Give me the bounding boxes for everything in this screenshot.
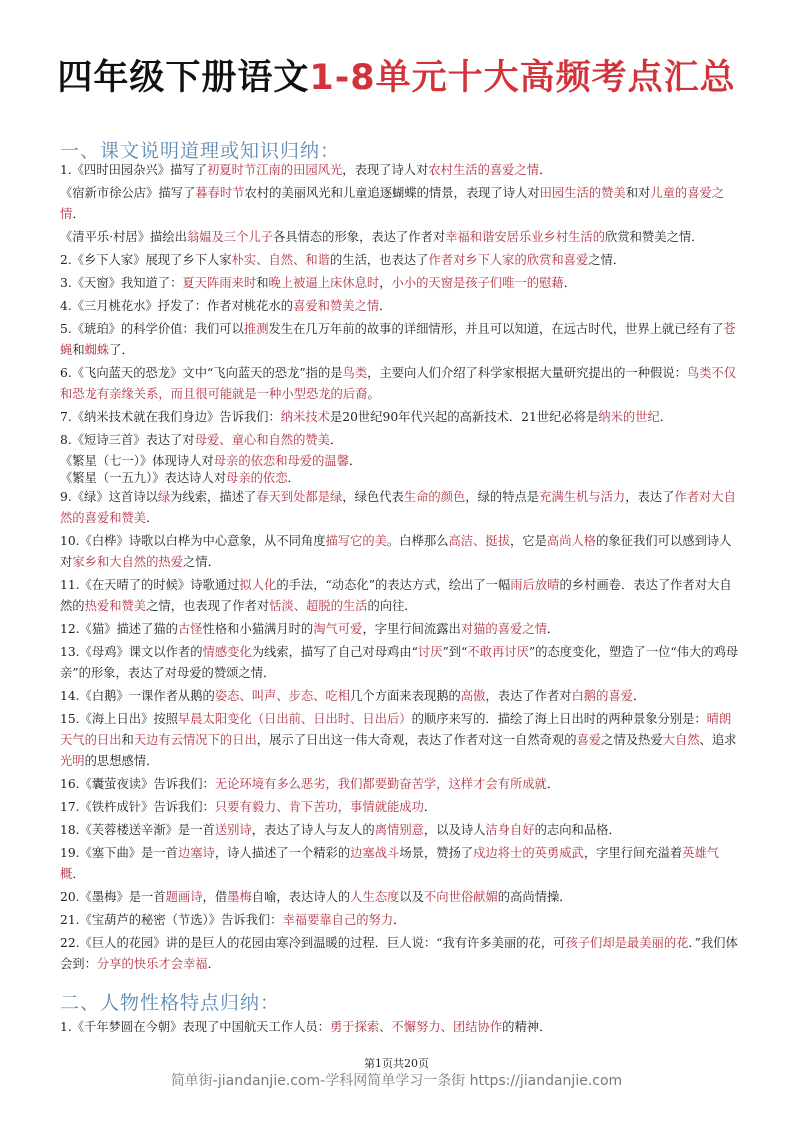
item-text: 的高尚情操． xyxy=(497,890,572,904)
item-text: 几个方面来表现鹅的 xyxy=(350,689,461,703)
highlighted-text: 小小的天窗是孩子们唯一的慰藉 xyxy=(391,276,564,290)
footer-watermark: 简单街-jiandanjie.com-学科网简单学习一条街 https://jiandanjie.com xyxy=(170,1073,623,1089)
highlighted-text: 人生态度 xyxy=(350,890,400,904)
item-text: ．”我们体会到： xyxy=(60,936,738,971)
item-text: ，字里行间充溢着 xyxy=(583,846,683,860)
item-text: 13.《母鸡》课文以作者的 xyxy=(60,645,203,659)
item-text: 2.《乡下人家》展现了乡下人家 xyxy=(60,253,232,267)
highlighted-text: 拟人化 xyxy=(239,578,277,592)
item-text: ． xyxy=(146,511,159,525)
item-text: 8.《短诗三首》表达了对 xyxy=(60,433,195,447)
item-text: ，表达了诗人与友人的 xyxy=(251,823,375,837)
item-text: 14.《白鹅》一课作者从鹅的 xyxy=(60,689,215,703)
highlighted-text: 作者对大自然的喜爱和赞美 xyxy=(60,490,736,525)
highlighted-text: 不向世俗献媚 xyxy=(423,890,498,904)
item-text: 的顺序来写的．描绘了海上日出时的两种景象分别是： xyxy=(411,712,707,726)
list-item xyxy=(60,686,740,707)
item-text: 的手法，“动态化”的表达方式，绘出了一幅 xyxy=(276,578,511,592)
item-text: ，字里行间流露出 xyxy=(362,622,461,636)
highlighted-text: 纳米的世纪 xyxy=(598,410,660,424)
item-text: 10.《白桦》诗歌以白桦为中心意象，从不同角度 xyxy=(60,534,326,548)
item-text: 、追求 xyxy=(699,733,737,747)
highlighted-text: 初夏时节江南的田园风光 xyxy=(207,163,343,177)
highlighted-text: 春天到处都是绿 xyxy=(256,490,343,504)
highlighted-text: 母亲的依恋和母爱的温馨 xyxy=(213,454,349,468)
list-item xyxy=(60,575,740,617)
item-text: 自喻，表达诗人的 xyxy=(251,890,351,904)
item-text: 和 xyxy=(72,343,85,357)
item-text: 之情，也表现了作者对 xyxy=(146,599,270,613)
highlighted-text: 戍边将士的英勇威武 xyxy=(473,846,584,860)
highlighted-text: 只要有毅力、肯下苦功，事情就能成功 xyxy=(214,800,424,814)
list-item xyxy=(60,774,740,795)
item-text: 19.《塞下曲》是一首 xyxy=(60,846,178,860)
section-heading-1: 一、课文说明道理或知识归纳： xyxy=(60,140,341,162)
item-text: 的生活，也表达了 xyxy=(329,253,429,267)
item-text: 了． xyxy=(109,343,134,357)
highlighted-text: 高傲 xyxy=(460,689,486,703)
highlighted-text: 翁媪及三个儿子 xyxy=(186,230,273,244)
item-text: 18.《芙蓉楼送辛渐》是一首 xyxy=(60,823,215,837)
item-text: 的乡村画卷．表达了作者对大自然的 xyxy=(60,578,732,613)
highlighted-text: 墨梅 xyxy=(227,890,252,904)
item-text: 是20世纪90年代兴起的高新技术．21世纪必将是 xyxy=(329,410,599,424)
item-text: ”到“ xyxy=(442,645,468,659)
item-text: 22.《巨人的花园》讲的是巨人的花园由寒冷到温暖的过程．巨人说：“我有许多美丽的花，可 xyxy=(60,936,566,950)
item-text: ． xyxy=(633,689,646,703)
item-text: 和 xyxy=(121,733,134,747)
item-text: 为线索，描述了 xyxy=(170,490,257,504)
item-text: 和 xyxy=(256,276,269,290)
highlighted-text: 朴实、自然、和谐 xyxy=(231,253,330,267)
highlighted-text: 淘气可爱 xyxy=(313,622,363,636)
highlighted-text: 生命的颜色 xyxy=(403,490,466,504)
highlighted-text: 姿态、叫声、步态、吃相 xyxy=(214,689,351,703)
item-text: 《繁星（七一）》体现诗人对 xyxy=(60,454,214,468)
highlighted-text: 边塞诗 xyxy=(177,846,215,860)
item-text: 1.《四时田园杂兴》描写了 xyxy=(60,163,207,177)
highlighted-text: 大自然 xyxy=(662,733,700,747)
list-item xyxy=(60,933,740,975)
section-2-content xyxy=(60,1017,740,1040)
highlighted-text: 苍蝇 xyxy=(60,322,736,357)
list-item xyxy=(60,250,740,271)
title-part-black: 四年级下册语文 xyxy=(57,58,310,98)
highlighted-text: 作者对乡下人家的欣赏和喜爱 xyxy=(428,253,589,267)
item-text: 16.《囊萤夜读》告诉我们： xyxy=(60,777,215,791)
highlighted-text: 英雄气概 xyxy=(60,846,720,881)
section-1-content xyxy=(60,160,740,977)
item-text: 的象征我们可以感到诗人对 xyxy=(60,534,732,569)
highlighted-text: 早晨太阳变化（日出前、日出时、日出后） xyxy=(177,712,412,726)
item-text: ，绿色代表 xyxy=(342,490,404,504)
list-item xyxy=(60,296,740,317)
highlighted-text: 暮春时节 xyxy=(195,186,245,200)
item-text: 9.《绿》这首诗以 xyxy=(60,490,158,504)
item-text: 之情． xyxy=(183,555,220,569)
item-text: ，诗人描述了一个精彩的 xyxy=(214,846,351,860)
list-item xyxy=(60,709,740,772)
item-text: ． xyxy=(72,207,85,221)
item-text: 之情及热爱 xyxy=(601,733,663,747)
item-text: ． xyxy=(539,163,552,177)
list-item xyxy=(60,407,740,428)
list-item xyxy=(60,1017,740,1038)
item-text: 20.《墨梅》是一首 xyxy=(60,890,166,904)
highlighted-text: 农村生活的喜爱之情 xyxy=(428,163,540,177)
highlighted-text: 母亲的依恋 xyxy=(226,471,288,485)
list-item xyxy=(60,887,740,908)
item-text: 。白桦那么 xyxy=(387,534,449,548)
item-text: 发生在几万年前的故事的详细情形，并且可以知道，在远古时代，世界上就已经有了 xyxy=(268,322,724,336)
item-text: ． xyxy=(546,622,560,636)
list-item xyxy=(60,487,740,529)
highlighted-text: 讨厌 xyxy=(417,645,443,659)
highlighted-text: 古怪 xyxy=(177,622,203,636)
highlighted-text: 无论环境有多么恶劣，我们都要勤奋苦学，这样才会有所成就 xyxy=(214,777,547,791)
item-text: 3.《天窗》我知道了： xyxy=(60,276,183,290)
item-text: ，展示了日出这一伟大奇观，表达了作者对这一自然奇观的 xyxy=(256,733,577,747)
item-text: 《清平乐·村居》描绘出 xyxy=(60,230,187,244)
item-text: ，借 xyxy=(202,890,228,904)
item-text: ． xyxy=(393,913,406,927)
list-item xyxy=(60,619,740,640)
item-text: ． xyxy=(287,471,300,485)
list-item xyxy=(60,363,740,405)
list-item xyxy=(60,843,740,885)
highlighted-text: 鸟类 xyxy=(342,366,368,380)
item-text: ，它是 xyxy=(510,534,547,548)
list-item xyxy=(60,531,740,573)
item-text: 欣赏和赞美之情． xyxy=(605,230,704,244)
item-text: 《繁星（一五九）》表达诗人对 xyxy=(60,471,227,485)
item-text: ． xyxy=(563,276,576,290)
item-text: ”的态度变化，塑造了一位“伟大的鸡母亲”的形象，表达了对母爱的赞颂之情． xyxy=(60,645,739,680)
item-text: 为线索，描写了自己对母鸡由“ xyxy=(251,645,418,659)
item-text: ． xyxy=(546,777,560,791)
item-text: 性格和小猫满月时的 xyxy=(202,622,314,636)
list-item xyxy=(60,453,740,470)
highlighted-text: 分享的快乐才会幸福 xyxy=(96,957,208,971)
item-text: 和对 xyxy=(625,186,651,200)
item-text: 场景，赞扬了 xyxy=(399,846,474,860)
item-text: 4.《三月桃花水》抒发了：作者对桃花水的 xyxy=(60,299,294,313)
highlighted-text: 天边有云情况下的日出 xyxy=(133,733,257,747)
highlighted-text: 描写它的美 xyxy=(325,534,387,548)
highlighted-text: 绿 xyxy=(157,490,171,504)
highlighted-text: 勇于探索、不懈努力、团结协作 xyxy=(329,1020,503,1034)
highlighted-text: 光明 xyxy=(60,754,85,768)
item-text: 的思想感情． xyxy=(84,754,159,768)
item-text: 。 xyxy=(367,387,380,401)
list-item xyxy=(60,430,740,451)
highlighted-text: 送别诗 xyxy=(214,823,252,837)
item-text: 17.《铁杵成针》告诉我们： xyxy=(60,800,215,814)
highlighted-text: 不敢再讨厌 xyxy=(467,645,529,659)
item-text: ，表现了诗人对 xyxy=(342,163,429,177)
item-text: ，绿的特点是 xyxy=(465,490,540,504)
item-text: 7.《纳米技术就在我们身边》告诉我们： xyxy=(60,410,281,424)
section-heading-2: 二、人物性格特点归纳： xyxy=(60,992,281,1014)
item-text: 以及 xyxy=(399,890,424,904)
highlighted-text: 雨后放晴 xyxy=(510,578,560,592)
item-text: ， xyxy=(379,276,392,290)
list-item xyxy=(60,797,740,818)
item-text: ． xyxy=(329,433,343,447)
highlighted-text: 幸福和谐安居乐业乡村生活的 xyxy=(445,230,606,244)
item-text: 各具情态的形象，表达了作者对 xyxy=(272,230,446,244)
highlighted-text: 田园生活的赞美 xyxy=(539,186,626,200)
highlighted-text: 喜爱 xyxy=(576,733,602,747)
highlighted-text: 边塞战斗 xyxy=(350,846,400,860)
highlighted-text: 家乡和大自然的热爱 xyxy=(72,555,183,569)
item-text: 11.《在天晴了的时候》诗歌通过 xyxy=(60,578,240,592)
list-item xyxy=(60,160,740,181)
item-text: ，表达了 xyxy=(625,490,675,504)
highlighted-text: 纳米技术 xyxy=(280,410,330,424)
list-item xyxy=(60,183,740,225)
highlighted-text: 洁身自好 xyxy=(485,823,535,837)
page-number: 第1页共20页 xyxy=(364,1057,429,1070)
list-item xyxy=(60,319,740,361)
highlighted-text: 推测 xyxy=(243,322,269,336)
item-text: ． xyxy=(379,299,392,313)
list-item xyxy=(60,273,740,294)
highlighted-text: 充满生机与活力 xyxy=(539,490,626,504)
item-text: 6.《飞向蓝天的恐龙》文中“飞向蓝天的恐龙”指的是 xyxy=(60,366,343,380)
item-text: 5.《琥珀》的科学价值：我们可以 xyxy=(60,322,244,336)
highlighted-text: 幸福要靠自己的努力 xyxy=(282,913,394,927)
page-title xyxy=(0,52,793,104)
item-text: 12.《猫》描述了猫的 xyxy=(60,622,178,636)
item-text: ，主要向人们介绍了科学家根据大量研究提出的一种假说： xyxy=(367,366,687,380)
highlighted-text: 儿童的喜爱之情 xyxy=(60,186,725,221)
highlighted-text: 母爱、童心和自然的赞美 xyxy=(194,433,330,447)
item-text: 的精神． xyxy=(502,1020,552,1034)
highlighted-text: 高洁、挺拔 xyxy=(448,534,510,548)
highlighted-text: 晴朗天气的日出 xyxy=(60,712,732,747)
item-text: ． xyxy=(207,957,220,971)
highlighted-text: 孩子们却是最美丽的花 xyxy=(565,936,689,950)
item-text: ． xyxy=(72,867,85,881)
title-part-red: 1-8单元十大高频考点汇总 xyxy=(309,58,736,98)
highlighted-text: 对猫的喜爱之情 xyxy=(460,622,547,636)
highlighted-text: 离情别意 xyxy=(374,823,424,837)
item-text: 1.《千年梦圆在今朝》表现了中国航天工作人员： xyxy=(60,1020,330,1034)
item-text: ，表达了作者对 xyxy=(485,689,572,703)
item-text: ． xyxy=(423,800,437,814)
list-item xyxy=(60,227,740,248)
highlighted-text: 夏天阵雨来时 xyxy=(182,276,257,290)
highlighted-text: 晚上被逼上床休息时 xyxy=(268,276,380,290)
item-text: ，以及诗人 xyxy=(423,823,486,837)
list-item xyxy=(60,642,740,684)
item-text: ． xyxy=(349,454,362,468)
item-text: 之情． xyxy=(588,253,626,267)
item-text: 《宿新市徐公店》描写了 xyxy=(60,186,196,200)
highlighted-text: 情感变化 xyxy=(202,645,252,659)
item-text: 的向往． xyxy=(367,599,417,613)
list-item xyxy=(60,910,740,931)
highlighted-text: 恬淡、超脱的生活 xyxy=(269,599,368,613)
item-text: 农村的美丽风光和儿童追逐蝴蝶的情景，表现了诗人对 xyxy=(244,186,540,200)
highlighted-text: 喜爱和赞美之情 xyxy=(293,299,380,313)
highlighted-text: 题画诗 xyxy=(165,890,203,904)
highlighted-text: 热爱和赞美 xyxy=(84,599,147,613)
list-item xyxy=(60,470,740,487)
highlighted-text: 蜘蛛 xyxy=(84,343,110,357)
highlighted-text: 白鹅的喜爱 xyxy=(571,689,633,703)
highlighted-text: 高尚人格 xyxy=(546,534,597,548)
list-item xyxy=(60,820,740,841)
item-text: 15.《海上日出》按照 xyxy=(60,712,178,726)
item-text: ． xyxy=(659,410,673,424)
item-text: 的志向和品格． xyxy=(534,823,621,837)
item-text: 21.《宝葫芦的秘密（节选）》告诉我们： xyxy=(60,913,283,927)
highlighted-text: 鸟类不仅和恐龙有亲缘关系，而且很可能就是一种小型恐龙的后裔 xyxy=(60,366,737,401)
